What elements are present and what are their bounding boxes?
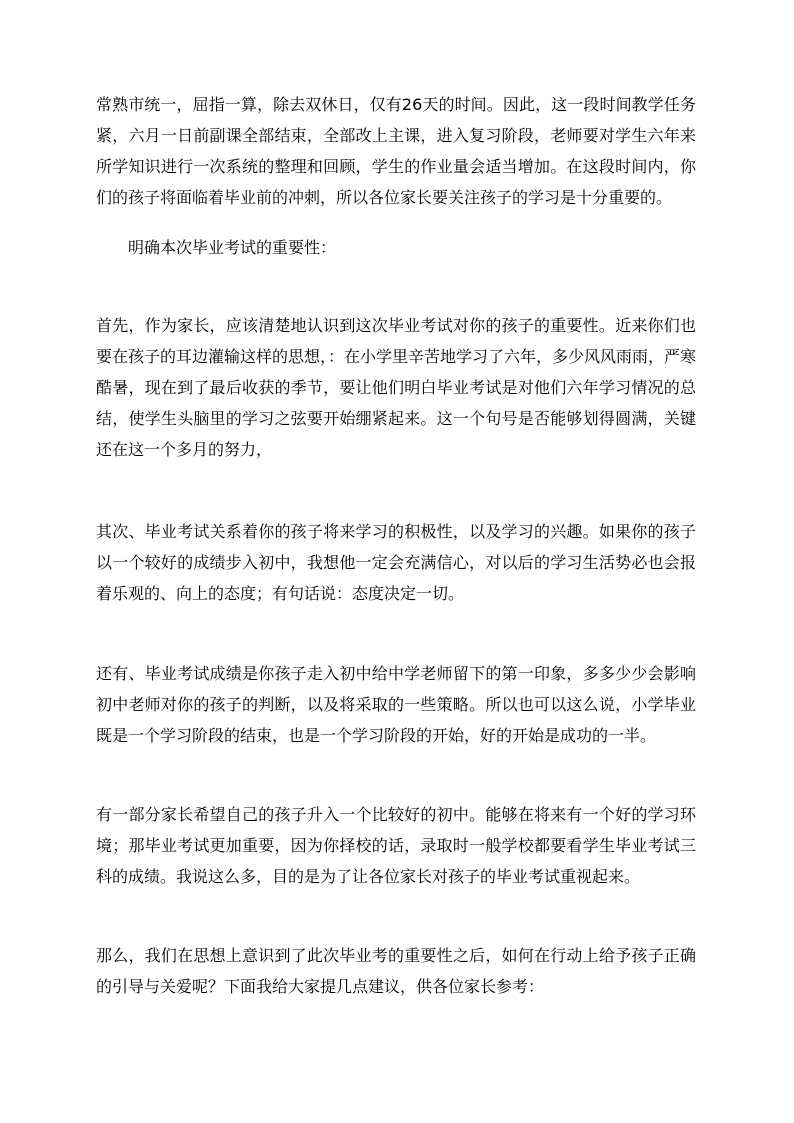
paragraph-fourth: 有一部分家长希望自己的孩子升入一个比较好的初中。能够在将来有一个好的学习环境；那毕业考试更加重要，因为你择校的话，录取时一般学校都要看学生毕业考试三科的成绩。我说这么多，目的是为了让各位家长对孩子的毕业考试重视起来。	[96, 805, 696, 886]
paragraph-conclusion: 那么，我们在思想上意识到了此次毕业考的重要性之后，如何在行动上给予孩子正确的引导与关爱呢？下面我给大家提几点建议，供各位家长参考：	[96, 946, 696, 996]
paragraph-first: 首先，作为家长，应该清楚地认识到这次毕业考试对你的孩子的重要性。近来你们也要在孩子的耳边灌输这样的思想，：在小学里辛苦地学习了六年，多少风风雨雨，严寒酷暑，现在到了最后收获的季节，要让他们明白毕业考试是对他们六年学习情况的总结，使学生头脑里的学习之弦要开始绷紧起来。这一个句号是否能够划得圆满，关键还在这一个多月的努力，	[96, 316, 697, 459]
paragraph-intro: 常熟市统一，屈指一算，除去双休日，仅有26天的时间。因此，这一段时间教学任务紧，六月一日前副课全部结束，全部改上主课，进入复习阶段，老师要对学生六年来所学知识进行一次系统的整理和回顾，学生的作业量会适当增加。在这段时间内，你们的孩子将面临着毕业前的冲刺，所以各位家长要关注孩子的学习是十分重要的。	[96, 95, 696, 207]
paragraph-third: 还有、毕业考试成绩是你孩子走入初中给中学老师留下的第一印象，多多少少会影响初中老师对你的孩子的判断，以及将采取的一些策略。所以也可以这么说，小学毕业既是一个学习阶段的结束，也是一个学习阶段的开始，好的开始是成功的一半。	[96, 664, 696, 745]
section-heading: 明确本次毕业考试的重要性：	[128, 238, 337, 257]
paragraph-second: 其次、毕业考试关系着你的孩子将来学习的积极性，以及学习的兴趣。如果你的孩子以一个较好的成绩步入初中，我想他一定会充满信心，对以后的学习生活势必也会报着乐观的、向上的态度；有句话说：态度决定一切。	[96, 522, 696, 603]
